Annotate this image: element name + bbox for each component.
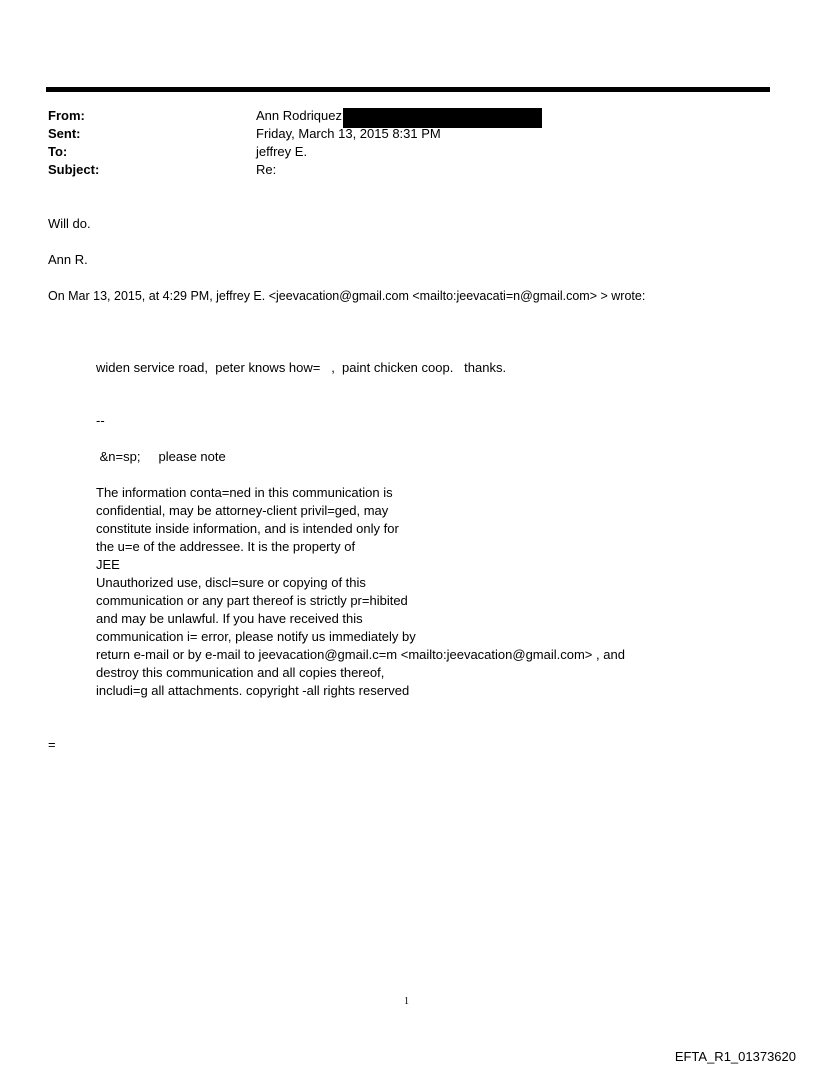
to-value: jeffrey E. xyxy=(256,144,308,159)
notice-line: destroy this communication and all copies thereof, xyxy=(96,665,385,680)
notice-line: the u=e of the addressee. It is the property of xyxy=(96,539,356,554)
to-label: To: xyxy=(48,144,68,159)
trailing-equals: = xyxy=(48,737,56,752)
reply-text: Will do. xyxy=(48,216,91,231)
from-label: From: xyxy=(48,108,85,123)
sent-value: Friday, March 13, 2015 8:31 PM xyxy=(256,126,441,141)
notice-line: JEE xyxy=(96,557,120,572)
notice-line: return e-mail or by e-mail to jeevacation@gmail.c=m <mailto:jeevacation@gmail.com> , and xyxy=(96,647,625,662)
notice-line: confidential, may be attorney-client privil=ged, may xyxy=(96,503,389,518)
note-heading: &n=sp; please note xyxy=(96,449,226,464)
quote-intro: On Mar 13, 2015, at 4:29 PM, jeffrey E. <jeevacation@gmail.com <mailto:jeevacati=n@gmail.com> > wrote: xyxy=(48,289,646,303)
notice-line: constitute inside information, and is intended only for xyxy=(96,521,399,536)
notice-line: and may be unlawful. If you have received this xyxy=(96,611,363,626)
notice-line: communication i= error, please notify us immediately by xyxy=(96,629,416,644)
notice-line: Unauthorized use, discl=sure or copying of this xyxy=(96,575,366,590)
subject-label: Subject: xyxy=(48,162,100,177)
signature: Ann R. xyxy=(48,252,88,267)
notice-line: The information conta=ned in this communication is xyxy=(96,485,393,500)
subject-value: Re: xyxy=(256,162,277,177)
document-id: EFTA_R1_01373620 xyxy=(674,1049,796,1064)
quoted-message: widen service road, peter knows how= , paint chicken coop. thanks. xyxy=(96,360,507,375)
notice-line: communication or any part thereof is strictly pr=hibited xyxy=(96,593,408,608)
notice-line: includi=g all attachments. copyright -all rights reserved xyxy=(96,683,410,698)
signature-separator: -- xyxy=(96,413,105,428)
sent-label: Sent: xyxy=(48,126,81,141)
page-number: 1 xyxy=(404,996,409,1007)
header-rule xyxy=(46,87,770,92)
from-value: Ann Rodriquez xyxy=(256,108,342,123)
